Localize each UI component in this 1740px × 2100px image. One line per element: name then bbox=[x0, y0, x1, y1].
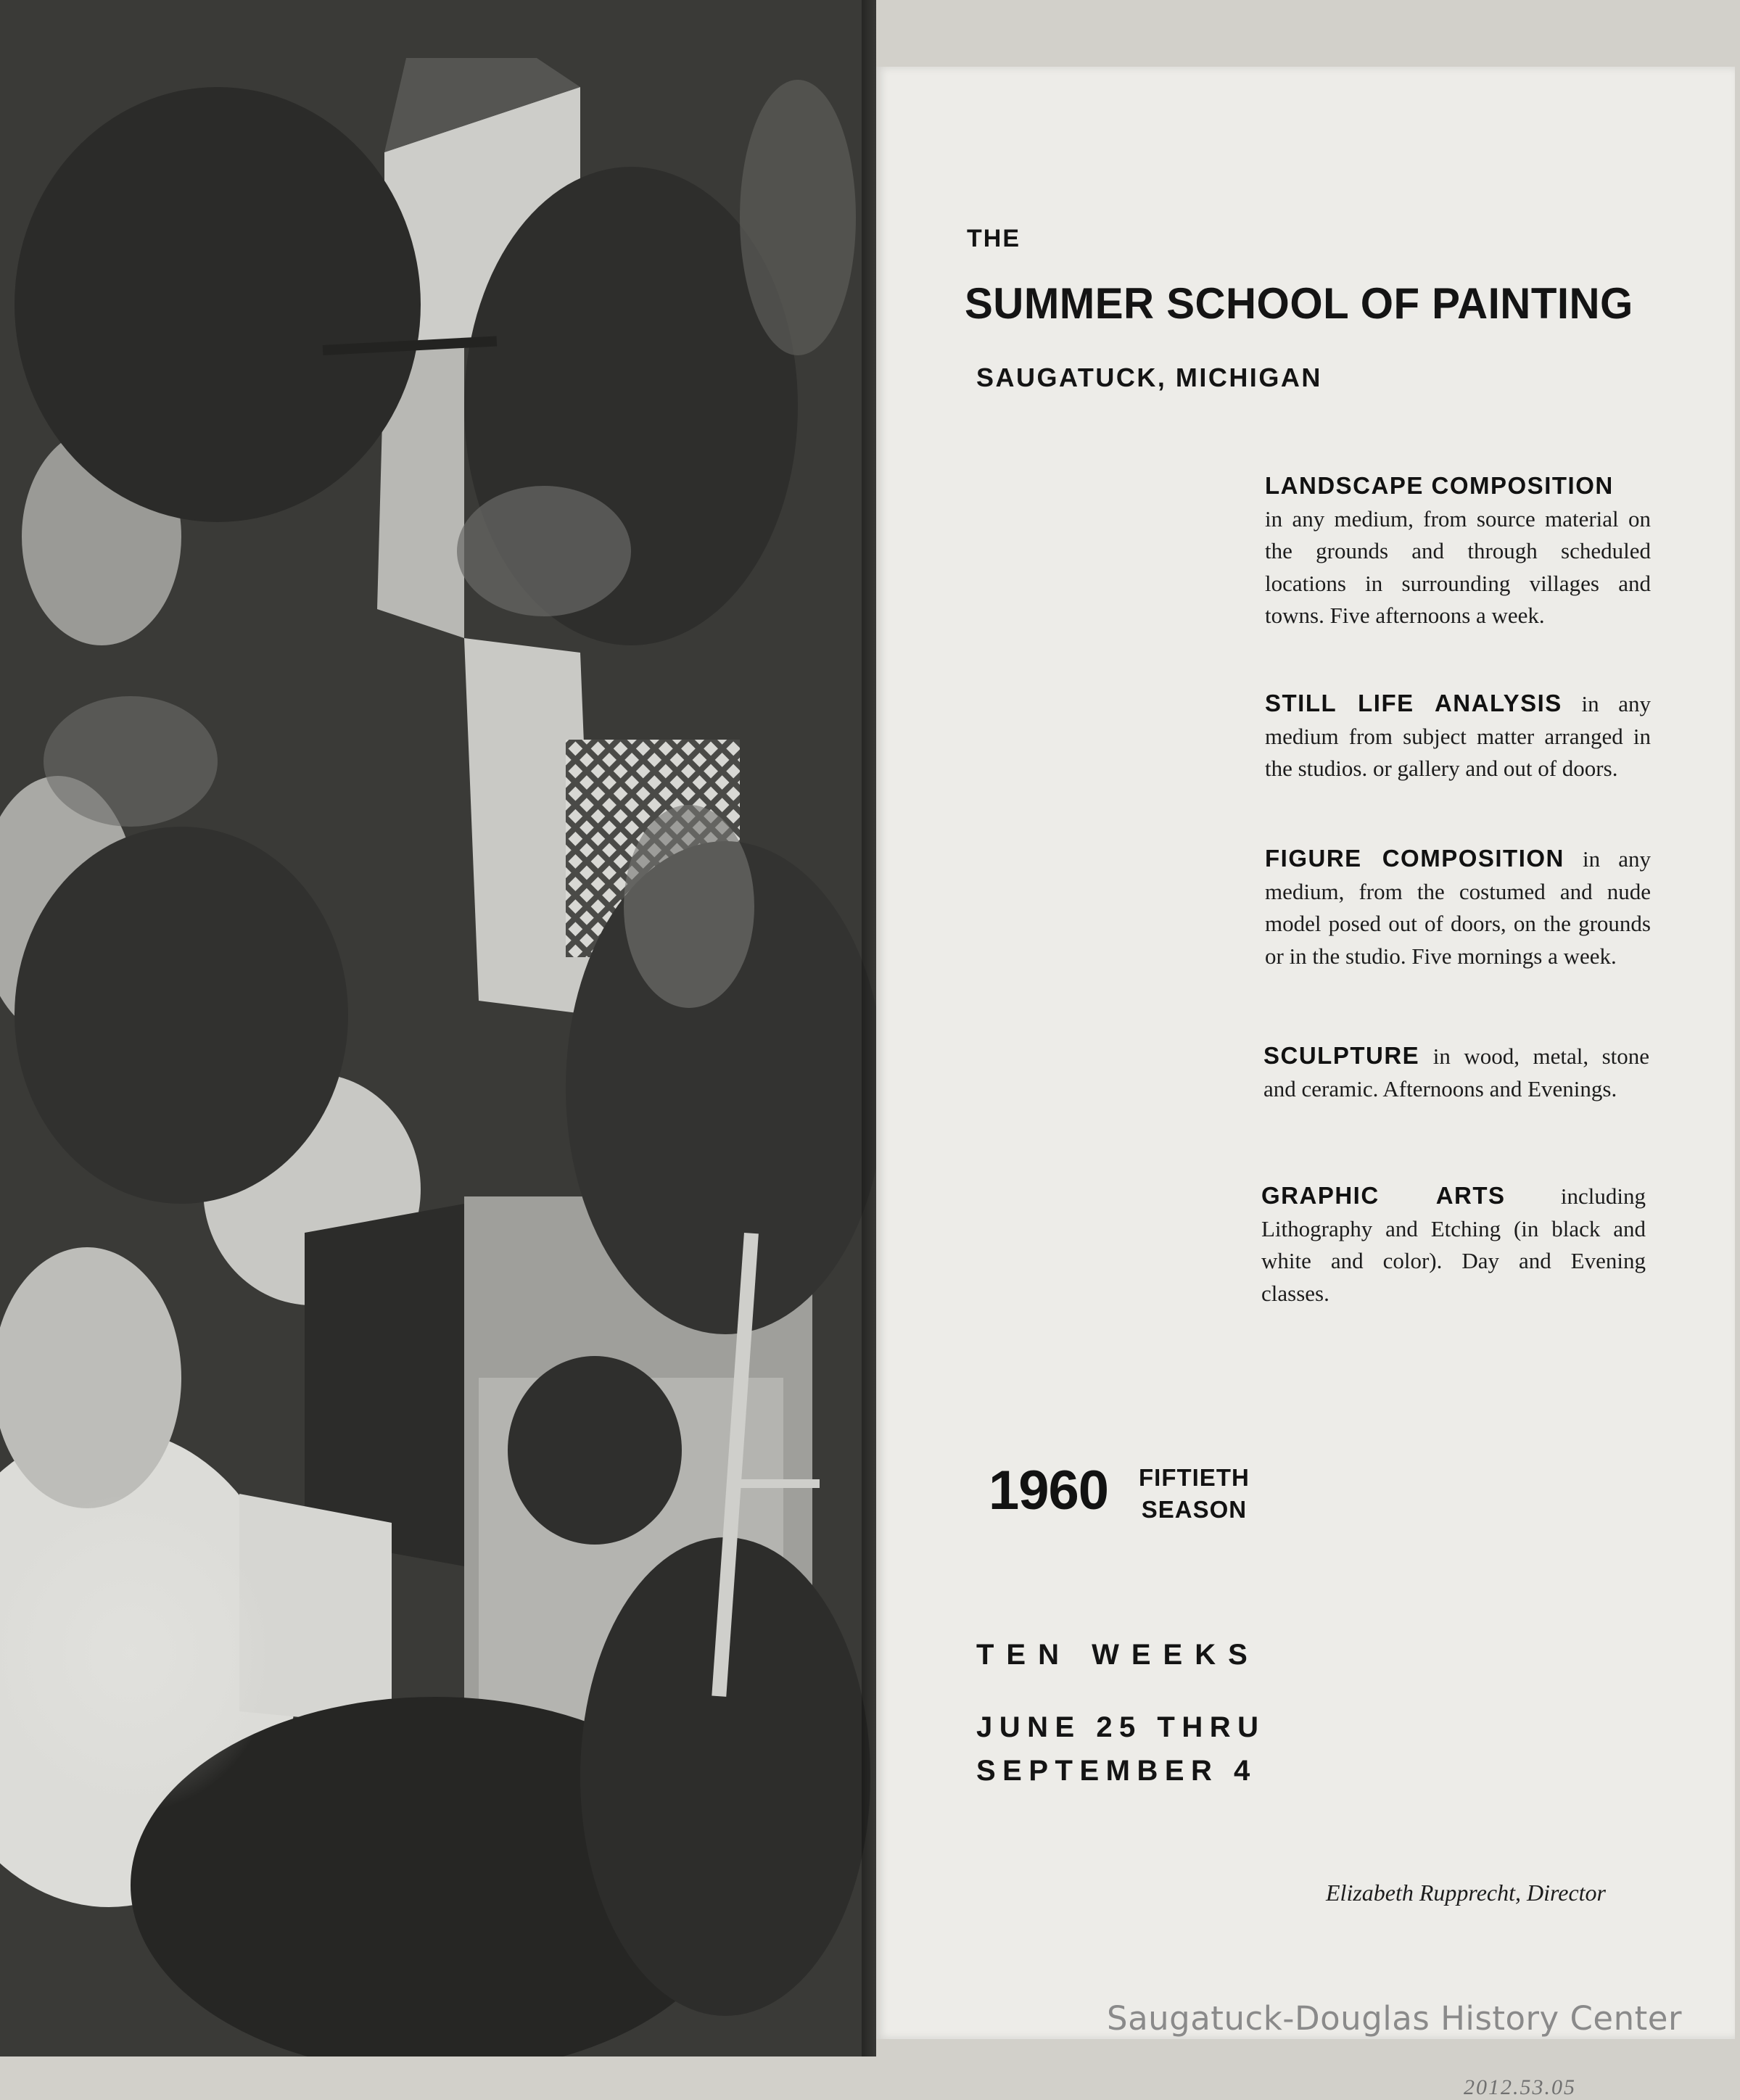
course-sculpture bbox=[1263, 1040, 1649, 1105]
season-year: 1960 bbox=[989, 1460, 1109, 1521]
course-name: FIGURE COMPOSITION bbox=[1265, 845, 1564, 872]
page-title: SUMMER SCHOOL OF PAINTING bbox=[965, 279, 1633, 328]
course-graphic-arts bbox=[1261, 1180, 1646, 1310]
course-name: SCULPTURE bbox=[1263, 1042, 1420, 1069]
course-landscape bbox=[1265, 470, 1651, 632]
course-figure bbox=[1265, 843, 1651, 972]
photograph-illustration bbox=[0, 0, 876, 2056]
course-description: including Lithography and Etching (in black and white and color). Day and Evening classes. bbox=[1261, 1183, 1646, 1306]
season-label bbox=[1139, 1462, 1250, 1526]
book-gutter-shadow bbox=[862, 0, 876, 2056]
season-line-1: FIFTIETH bbox=[1139, 1464, 1250, 1491]
course-name: LANDSCAPE COMPOSITION bbox=[1265, 472, 1614, 499]
course-name: STILL LIFE ANALYSIS bbox=[1265, 690, 1562, 716]
catalog-number: 2012.53.05 bbox=[1464, 2075, 1576, 2099]
dates-line-1: JUNE 25 THRU bbox=[976, 1711, 1266, 1743]
dates-line-2: SEPTEMBER 4 bbox=[976, 1755, 1257, 1787]
season-line-2: SEASON bbox=[1141, 1496, 1248, 1523]
course-description: in wood, metal, stone and ceramic. Afternoons and Evenings. bbox=[1263, 1043, 1650, 1101]
title-prefix: THE bbox=[967, 225, 1021, 252]
course-description: in any medium from subject matter arranged in the studios. or gallery and out of doors. bbox=[1265, 691, 1651, 781]
course-name: GRAPHIC ARTS bbox=[1261, 1182, 1506, 1209]
course-still-life bbox=[1265, 687, 1651, 785]
season-dates bbox=[976, 1706, 1266, 1793]
course-description: in any medium, from the costumed and nude model posed out of doors, on the grounds or in the studio. Five mornings a week. bbox=[1265, 846, 1652, 969]
director-credit: Elizabeth Rupprecht, Director bbox=[1326, 1880, 1606, 1906]
duration: TEN WEEKS bbox=[976, 1639, 1260, 1671]
location: SAUGATUCK, MICHIGAN bbox=[976, 363, 1322, 392]
text-page bbox=[876, 67, 1735, 2099]
course-description: in any medium, from source material on the grounds and through scheduled locations in surrounding villages and towns. Five afternoons a week. bbox=[1265, 505, 1651, 628]
watermark: Saugatuck-Douglas History Center bbox=[1107, 1999, 1682, 2038]
photograph bbox=[0, 0, 876, 2056]
